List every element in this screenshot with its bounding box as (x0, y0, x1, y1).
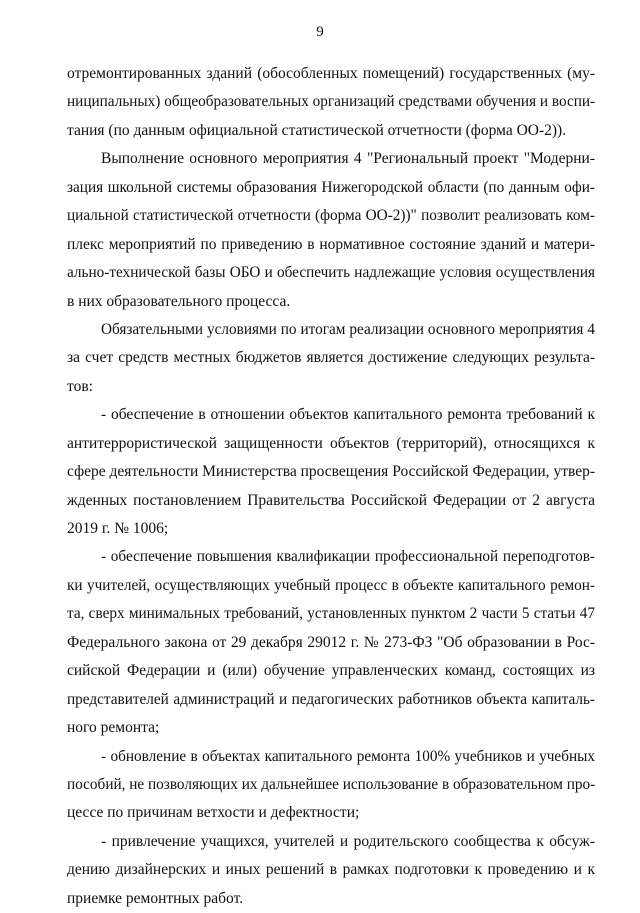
text-line: антитеррористической защищенности объектов (территорий), относящихся к (67, 434, 595, 452)
text-line: ки учителей, осуществляющих учебный процесс в объекте капитального ремон- (67, 576, 595, 594)
page-number: 9 (316, 24, 324, 40)
body-text (67, 60, 595, 913)
text-line: сфере деятельности Министерства просвещения Российской Федерации, утвер- (67, 463, 595, 481)
text-line: в них образовательного процесса. (67, 292, 291, 310)
text-line: дению дизайнерских и иных решений в рамках подготовки к проведению и к (67, 861, 595, 879)
text-line: циальной статистической отчетности (форма ОО-2))" позволит реализовать ком- (67, 207, 595, 225)
text-line: пособий, не позволяющих их дальнейшее использование в образовательном про- (67, 775, 596, 793)
text-line: - привлечение учащихся, учителей и родительского сообщества к обсуж- (101, 832, 595, 850)
text-line: тания (по данным официальной статистической отчетности (форма ОО-2)). (67, 121, 567, 139)
text-line: Федерального закона от 29 декабря 29012 г. № 273-ФЗ "Об образовании в Рос- (67, 633, 595, 651)
text-line: - обеспечение повышения квалификации профессиональной переподготов- (101, 548, 595, 566)
text-line: жденных постановлением Правительства Российской Федерации от 2 августа (67, 491, 595, 509)
text-line: плекс мероприятий по приведению в нормативное состояние зданий и матери- (67, 235, 595, 253)
text-line: та, сверх минимальных требований, установленных пунктом 2 части 5 статьи 47 (67, 605, 595, 623)
text-line: тов: (67, 377, 93, 395)
text-line: представителей администраций и педагогических работников объекта капиталь- (67, 690, 595, 708)
text-line: ного ремонта; (67, 719, 160, 737)
text-line: зация школьной системы образования Нижегородской области (по данным офи- (67, 178, 595, 196)
text-line: приемке ремонтных работ. (67, 889, 244, 907)
text-line: ниципальных) общеобразовательных организаций средствами обучения и воспи- (67, 93, 596, 111)
text-line: ально-технической базы ОБО и обеспечить надлежащие условия осуществления (67, 264, 595, 282)
text-line: Обязательными условиями по итогам реализации основного мероприятия 4 (101, 320, 595, 338)
text-line: Выполнение основного мероприятия 4 "Региональный проект "Модерни- (101, 150, 595, 168)
text-line: - обеспечение в отношении объектов капитального ремонта требований к (101, 406, 595, 424)
text-line: 2019 г. № 1006; (67, 520, 169, 537)
text-line: за счет средств местных бюджетов является достижение следующих результа- (67, 349, 595, 367)
text-line: отремонтированных зданий (обособленных помещений) государственных (му- (67, 65, 595, 82)
text-line: - обновление в объектах капитального ремонта 100% учебников и учебных (101, 747, 595, 765)
text-line: сийской Федерации и (или) обучение управленческих команд, состоящих из (67, 662, 595, 680)
text-line: цессе по причинам ветхости и дефектности; (67, 804, 360, 822)
